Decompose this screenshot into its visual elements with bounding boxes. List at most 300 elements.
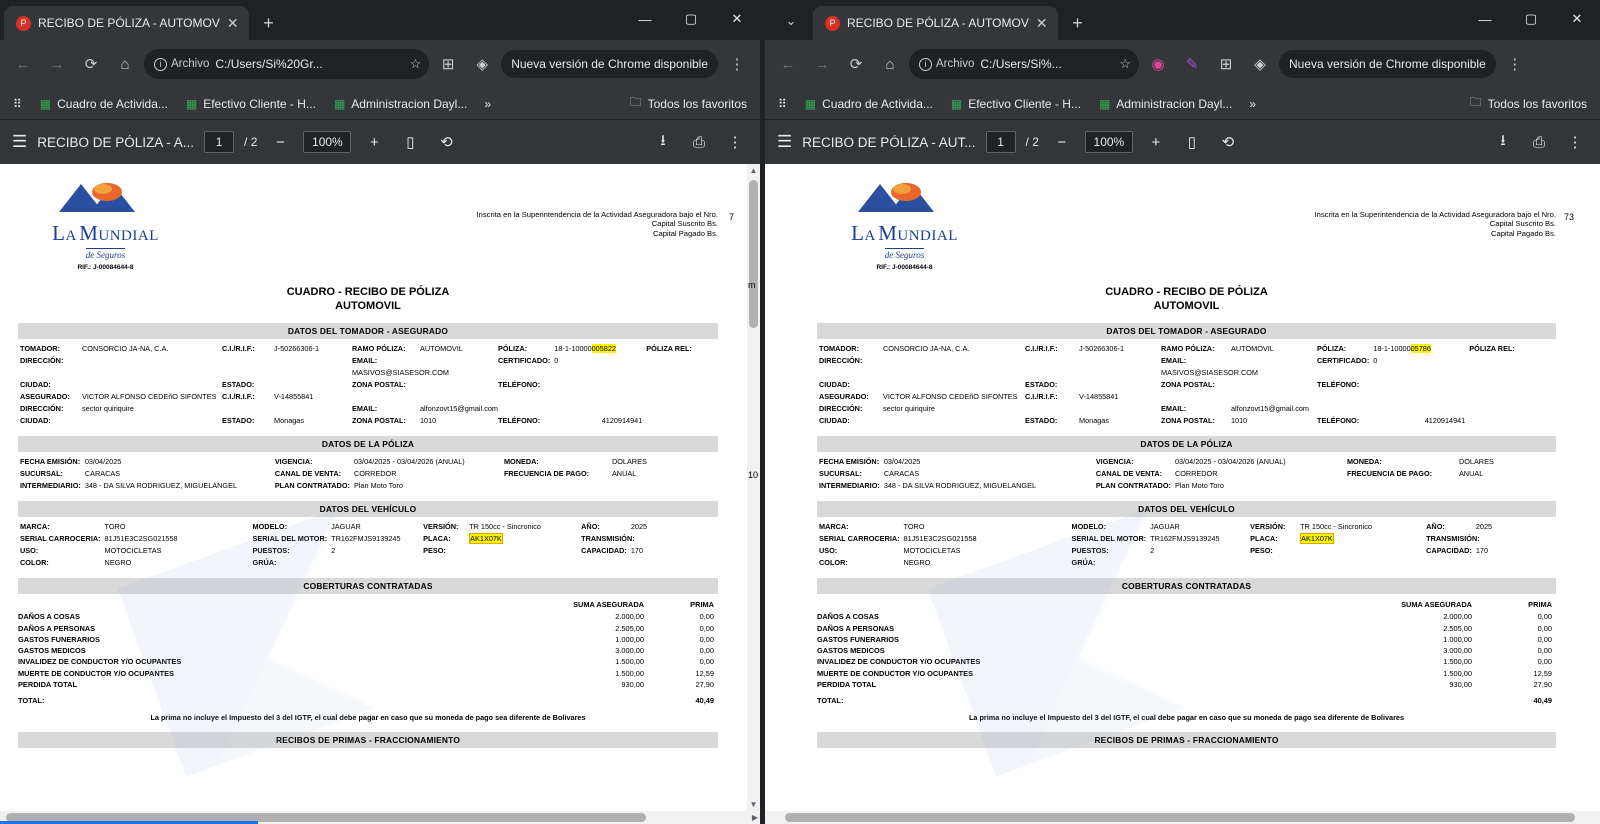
folder-icon: 🗀: [1469, 95, 1482, 109]
document-header: [817, 178, 1556, 272]
label-email: EMAIL:: [352, 355, 378, 365]
header-line-3: Capital Pagado Bs.: [1490, 228, 1556, 238]
igtf-note: La prima no incluye el Impuesto del 3 del IGTF, el cual debe pagar en caso que su moneda de pago sea diferente de Bolivares: [968, 713, 1405, 723]
apps-grid-icon[interactable]: ⠿: [13, 96, 22, 111]
table-row: MARCA: TORO MODELO: JAGUAR VERSIÓN: TR 150cc - Sincronico AÑO: 2025: [819, 521, 1493, 531]
header-line-3: Capital Pagado Bs.: [652, 228, 718, 238]
zoom-in-button[interactable]: +: [370, 133, 379, 151]
table-row: DIRECCIÓN: sector quiriquire EMAIL: alfonzovt15@gmail.com: [819, 404, 1309, 414]
section-vehiculo-header: DATOS DEL VEHÍCULO: [18, 501, 718, 518]
table-row: MUERTE DE CONDUCTOR Y/O OCUPANTES 1.500,00 12,59: [817, 668, 1552, 678]
vehiculo-fields: [18, 520, 718, 568]
table-row: [18, 544, 718, 556]
browser-tab-right[interactable]: [813, 6, 1058, 40]
bookmark-label: Efectivo Cliente - H...: [203, 96, 316, 111]
header-line-2: Capital Suscrito Bs.: [651, 219, 718, 229]
file-badge: [919, 58, 974, 71]
pdf-favicon: P: [16, 16, 31, 31]
header-text: [193, 178, 718, 238]
bookmark-label: Efectivo Cliente - H...: [968, 96, 1081, 111]
info-icon: i: [154, 58, 167, 71]
label-color: COLOR:: [20, 558, 49, 568]
pdf-viewport-right[interactable]: [765, 164, 1600, 824]
sheets-icon: ▦: [39, 96, 52, 111]
pdf-page-right: [765, 164, 1590, 819]
tomador-fields: [817, 342, 1556, 427]
occluded-text: 10: [748, 470, 759, 480]
value-fecha-emision: 03/04/2025: [84, 456, 122, 466]
value-puestos: 2: [331, 545, 336, 555]
extension-purple-icon[interactable]: ✎: [1185, 56, 1199, 73]
table-row: [18, 366, 718, 378]
value-uso: MOTOCICLETAS: [104, 545, 162, 555]
table-row: MASIVOS@SIASESOR.COM: [1161, 367, 1259, 377]
table-row: PERDIDA TOTAL 930,00 27,90: [18, 679, 714, 689]
label-plan: PLAN CONTRATADO:: [274, 481, 350, 491]
value-serial-carroceria: 81J51E3C2SG021558: [104, 533, 178, 543]
page-total-label: / 2: [1025, 135, 1039, 149]
value-asegurado-zona: 1010: [420, 416, 437, 426]
table-row: INTERMEDIARIO: 348 - DA SILVA RODRIGUEZ, MIGUELANGEL PLAN CONTRATADO: Plan Moto Toro: [819, 481, 1224, 491]
label-estado: ESTADO:: [222, 379, 255, 389]
table-row: GASTOS MEDICOS 3.000,00 0,00: [18, 646, 714, 656]
hamburger-icon[interactable]: ☰: [12, 132, 28, 151]
table-row: SUCURSAL: CARACAS CANAL DE VENTA: CORREDOR FRECUENCIA DE PAGO: ANUAL: [819, 468, 1484, 478]
pdf-title: RECIBO DE PÓLIZA - AUT...: [802, 134, 976, 150]
value-asegurado-email: alfonzovt15@gmail.com: [420, 404, 498, 414]
apps-grid-icon[interactable]: ⠿: [778, 96, 787, 111]
file-badge: [154, 58, 209, 71]
label-grua: GRÚA:: [252, 558, 277, 568]
scroll-thumb[interactable]: [749, 180, 758, 328]
value-serial-motor: TR162FMJS9139245: [331, 533, 401, 543]
chrome-window-right: [765, 0, 1600, 824]
value-placa: AK1X07K: [470, 533, 502, 543]
document-title: [18, 286, 718, 314]
poliza-prefix: 18-1-10000: [1373, 343, 1411, 353]
window-close-button[interactable]: ✕: [731, 11, 743, 26]
bookmark-star-icon[interactable]: ☆: [409, 56, 422, 71]
scroll-down-arrow[interactable]: ▼: [749, 800, 758, 809]
document-title-line1: CUADRO - RECIBO DE PÓLIZA: [286, 286, 450, 299]
url-text: C:/Users/Si%20Gr...: [215, 57, 323, 71]
sheets-icon: ▦: [950, 96, 963, 111]
document-title-line1: CUADRO - RECIBO DE PÓLIZA: [1105, 286, 1268, 299]
zoom-out-button[interactable]: −: [276, 133, 285, 151]
label-moneda: MONEDA:: [503, 456, 539, 466]
table-row: USO: MOTOCICLETAS PUESTOS: 2 PESO: CAPACIDAD: 170: [819, 545, 1489, 555]
sheets-icon: ▦: [185, 96, 198, 111]
la-mundial-logo-icon: [850, 178, 960, 218]
header-line-2: Capital Suscrito Bs.: [1489, 219, 1556, 229]
minimize-button[interactable]: —: [1478, 11, 1492, 27]
zoom-in-button[interactable]: +: [1151, 133, 1161, 151]
extension-pink-icon[interactable]: ◉: [1151, 56, 1165, 73]
sheets-icon: ▦: [804, 96, 817, 111]
header-number: 7: [728, 212, 734, 222]
value-asegurado-direccion: sector quiriquire: [82, 404, 134, 414]
label-asegurado-ciudad: CIUDAD:: [20, 416, 51, 426]
table-row: SERIAL CARROCERIA: 81J51E3C2SG021558 SERIAL DEL MOTOR: TR162FMJS9139245 PLACA: AK1X07K TRANSMISIÓN:: [819, 533, 1480, 543]
close-icon[interactable]: ✕: [226, 15, 239, 31]
toolbar-right: [765, 40, 1600, 88]
chrome-menu-icon[interactable]: ⋮: [1507, 56, 1523, 73]
pdf-toolbar-right: [765, 120, 1600, 164]
zoom-level[interactable]: 100%: [1085, 131, 1133, 153]
igtf-note: La prima no incluye el Impuesto del 3 del IGTF, el cual debe pagar en caso que su moneda de pago sea diferente de Bolivares: [150, 713, 586, 723]
table-header-row: [18, 600, 718, 611]
back-icon[interactable]: ←: [780, 55, 796, 73]
file-badge-label: Archivo: [936, 58, 975, 70]
label-asegurado-direccion: DIRECCIÓN:: [20, 404, 64, 414]
table-row: DAÑOS A PERSONAS 2.505,00 0,00: [817, 623, 1552, 633]
table-row: [18, 455, 718, 467]
value-asegurado: VICTOR ALFONSO CEDEñO SIFONTES: [82, 392, 217, 402]
tabstrip-right: [765, 0, 1600, 40]
home-icon[interactable]: ⌂: [885, 55, 895, 73]
url-text: C:/Users/Si%...: [980, 57, 1062, 71]
table-row: INVALIDEZ DE CONDUCTOR Y/O OCUPANTES 1.500,00 0,00: [18, 657, 714, 667]
logo-rif: RIF.: J-00084644-8: [876, 263, 933, 271]
pdf-favicon: P: [825, 16, 840, 31]
value-moneda: DOLARES: [611, 456, 647, 466]
scroll-thumb[interactable]: [785, 813, 1575, 822]
value-email: MASIVOS@SIASESOR.COM: [352, 367, 450, 377]
pdf-title: RECIBO DE PÓLIZA - A...: [37, 134, 195, 150]
value-total: 40,49: [695, 696, 714, 706]
all-bookmarks-label: Todos los favoritos: [1487, 96, 1587, 111]
table-total-row: TOTAL: 40,49: [817, 696, 1552, 706]
bookmarks-overflow-icon[interactable]: »: [484, 96, 492, 111]
label-serial-carroceria: SERIAL CARROCERIA:: [20, 533, 101, 543]
table-row: INVALIDEZ DE CONDUCTOR Y/O OCUPANTES 1.500,00 0,00: [817, 657, 1552, 667]
window-controls-right: [1462, 0, 1600, 38]
more-icon[interactable]: ⋮: [727, 134, 743, 151]
label-peso: PESO:: [423, 545, 446, 555]
table-row: PERDIDA TOTAL 930,00 27,90: [817, 679, 1552, 689]
label-sucursal: SUCURSAL:: [20, 468, 63, 478]
bookmarks-bar-right: [765, 88, 1600, 120]
bookmarks-bar-left: [0, 88, 760, 120]
table-row: [18, 557, 718, 569]
sheets-icon: ▦: [1098, 96, 1111, 111]
document-title-line2: AUTOMOVIL: [1153, 299, 1220, 312]
table-row: DAÑOS A PERSONAS 2.505,00 0,00: [18, 623, 714, 633]
tab-title: RECIBO DE PÓLIZA - AUTOMOV: [847, 16, 1029, 30]
value-color: NEGRO: [104, 558, 132, 568]
section-tomador-header: DATOS DEL TOMADOR - ASEGURADO: [817, 323, 1556, 340]
label-vigencia: VIGENCIA:: [274, 456, 313, 466]
logo: [18, 178, 193, 272]
rotate-icon[interactable]: ⟲: [440, 134, 453, 151]
window-close-button[interactable]: ✕: [1571, 11, 1583, 26]
label-placa: PLACA:: [423, 533, 451, 543]
bookmark-label: Administracion Dayl...: [351, 96, 468, 111]
label-ramo: RAMO PÓLIZA:: [352, 343, 406, 353]
table-row: COLOR: NEGRO GRÚA:: [819, 558, 1096, 568]
label-serial-motor: SERIAL DEL MOTOR:: [252, 533, 328, 543]
poliza-highlight: 005822: [591, 343, 616, 353]
occluded-text: m: [748, 280, 756, 290]
table-row: FECHA EMISIÓN: 03/04/2025 VIGENCIA: 03/04/2025 - 03/04/2026 (ANUAL) MONEDA: DOLARES: [819, 456, 1494, 466]
table-row: CIUDAD: ESTADO: ZONA POSTAL: TELÉFONO:: [819, 379, 1360, 389]
forward-icon[interactable]: →: [49, 55, 65, 73]
extensions-icon[interactable]: ⊞: [441, 56, 455, 73]
section-recibos-header: RECIBOS DE PRIMAS - FRACCIONAMIENTO: [817, 732, 1556, 749]
label-direccion: DIRECCIÓN:: [20, 355, 64, 365]
header-text: [992, 178, 1556, 238]
table-row: ASEGURADO: VICTOR ALFONSO CEDEñO SIFONTES C.I./R.I.F.: V-14855841: [819, 392, 1119, 402]
close-icon[interactable]: ✕: [1035, 15, 1048, 31]
table-row: [18, 415, 718, 427]
logo-rif: RIF.: J-00084644-8: [77, 263, 134, 271]
all-bookmarks-button[interactable]: [1463, 90, 1594, 117]
section-poliza-header: DATOS DE LA PÓLIZA: [18, 436, 718, 453]
value-marca: TORO: [104, 521, 126, 531]
bookmark-label: Cuadro de Activida...: [822, 96, 933, 111]
label-asegurado-estado: ESTADO:: [222, 416, 255, 426]
bookmark-star-icon[interactable]: ☆: [1119, 56, 1131, 71]
reload-icon[interactable]: ⟳: [84, 56, 98, 73]
vehiculo-fields: [817, 520, 1556, 568]
label-cirif: C.I./R.I.F.:: [222, 343, 255, 353]
minimize-button[interactable]: —: [638, 11, 652, 27]
label-ciudad: CIUDAD:: [20, 379, 51, 389]
table-row: DAÑOS A COSAS 2.000,00 0,00: [18, 612, 714, 622]
browser-tab-left[interactable]: [4, 6, 249, 40]
table-row: GASTOS FUNERARIOS 1.000,00 0,00: [18, 634, 714, 644]
la-mundial-logo-icon: [51, 178, 161, 218]
pdf-viewport-left[interactable]: [0, 164, 760, 824]
folder-icon: 🗀: [629, 95, 642, 109]
new-tab-button[interactable]: +: [1072, 12, 1083, 33]
logo-wordmark: LA MUNDIAL: [52, 221, 159, 246]
table-row: [18, 342, 718, 354]
value-ramo: AUTOMOVIL: [420, 343, 463, 353]
bookmark-item[interactable]: [1092, 94, 1239, 114]
poliza-prefix: 18-1-10000: [554, 343, 592, 353]
info-icon: i: [919, 58, 932, 71]
bookmark-label: Administracion Dayl...: [1116, 96, 1233, 111]
table-row: DIRECCIÓN: EMAIL: CERTIFICADO: 0: [819, 355, 1378, 365]
scroll-up-arrow[interactable]: ▲: [749, 166, 758, 175]
page-number-input[interactable]: 1: [204, 131, 234, 153]
value-placa: AK1X07K: [1301, 533, 1333, 543]
scroll-right-arrow[interactable]: ▶: [751, 813, 758, 822]
label-zona-postal: ZONA POSTAL:: [352, 379, 406, 389]
bookmark-item[interactable]: [798, 94, 940, 114]
table-row: CIUDAD: ESTADO: Monagas ZONA POSTAL: 1010 TELÉFONO: 4120914941: [819, 416, 1466, 426]
section-vehiculo-header: DATOS DEL VEHÍCULO: [817, 501, 1556, 518]
label-frecuencia-pago: FRECUENCIA DE PAGO:: [503, 468, 590, 478]
all-bookmarks-button[interactable]: [623, 90, 754, 117]
label-certificado: CERTIFICADO:: [498, 355, 551, 365]
toolbar-left: [0, 40, 760, 88]
section-recibos-header: RECIBOS DE PRIMAS - FRACCIONAMIENTO: [18, 732, 718, 749]
tabstrip-left: [0, 0, 760, 40]
value-frecuencia-pago: ANUAL: [611, 468, 637, 478]
table-row: GASTOS MEDICOS 3.000,00 0,00: [817, 646, 1552, 656]
value-poliza: [552, 342, 644, 354]
pdf-toolbar-left: [0, 120, 760, 164]
address-bar[interactable]: [909, 49, 1139, 79]
label-poliza-rel: PÓLIZA REL:: [646, 343, 692, 353]
label-puestos: PUESTOS:: [252, 545, 290, 555]
profile-avatar[interactable]: ◈: [476, 56, 488, 73]
table-row: [18, 520, 718, 532]
label-version: VERSIÓN:: [423, 521, 459, 531]
label-total: TOTAL:: [18, 696, 45, 706]
logo-subtitle: de Seguros: [85, 249, 126, 260]
download-icon[interactable]: ⭳: [1500, 131, 1506, 149]
back-icon[interactable]: ←: [15, 55, 31, 73]
value-capacidad: 170: [630, 545, 644, 555]
hamburger-icon[interactable]: ☰: [777, 132, 793, 151]
label-telefono: TELÉFONO:: [498, 379, 541, 389]
value-certificado: 0: [554, 355, 559, 365]
sheets-icon: ▦: [333, 96, 346, 111]
tab-title: RECIBO DE PÓLIZA - AUTOMOV: [38, 16, 220, 30]
document-header: [18, 178, 718, 272]
table-row: DAÑOS A COSAS 2.000,00 0,00: [817, 612, 1552, 622]
extensions-icon[interactable]: ⊞: [1219, 56, 1233, 73]
rotate-icon[interactable]: ⟲: [1221, 134, 1235, 151]
header-line-1: Inscrita en la Superintendencia de la Actividad Aseguradora bajo el Nro.: [476, 210, 718, 219]
chrome-window-left: [0, 0, 760, 824]
home-icon[interactable]: ⌂: [120, 55, 130, 73]
value-asegurado-estado: Monagas: [274, 416, 305, 426]
bookmark-label: Cuadro de Activida...: [57, 96, 168, 111]
tab-search-icon[interactable]: ⌄: [785, 13, 797, 28]
coberturas-table: [18, 600, 718, 706]
bookmarks-overflow-icon[interactable]: »: [1249, 96, 1257, 111]
window-controls-left: [622, 0, 760, 38]
label-capacidad: CAPACIDAD:: [581, 545, 627, 555]
label-asegurado-zona: ZONA POSTAL:: [352, 416, 406, 426]
chrome-update-chip[interactable]: Nueva versión de Chrome disponible: [501, 50, 718, 78]
bookmark-item[interactable]: [33, 94, 175, 114]
column-prima: PRIMA: [690, 600, 714, 610]
label-asegurado-telefono: TELÉFONO:: [498, 416, 541, 426]
value-plan: Plan Moto Toro: [353, 481, 403, 491]
label-anio: AÑO:: [581, 521, 600, 531]
table-row: [18, 467, 718, 479]
download-icon[interactable]: ⭳: [660, 131, 666, 149]
document-title-line2: AUTOMOVIL: [335, 299, 401, 312]
print-icon[interactable]: ⎙: [692, 133, 705, 151]
bookmark-item[interactable]: [179, 94, 323, 114]
label-asegurado-email: EMAIL:: [352, 404, 378, 414]
poliza-fields: [817, 455, 1556, 491]
table-row: [18, 378, 718, 390]
page-total-label: / 2: [244, 135, 258, 149]
label-tomador: TOMADOR:: [20, 343, 60, 353]
header-number: 73: [1563, 212, 1574, 222]
table-row: [18, 532, 718, 544]
value-sucursal: CARACAS: [84, 468, 121, 478]
table-row: GASTOS FUNERARIOS 1.000,00 0,00: [817, 634, 1552, 644]
maximize-button[interactable]: ▢: [1524, 11, 1538, 26]
print-icon[interactable]: ⎙: [1532, 133, 1545, 151]
fit-page-icon[interactable]: ▯: [1187, 134, 1197, 151]
file-badge-label: Archivo: [171, 58, 210, 70]
value-asegurado-telefono: 4120914941: [601, 416, 643, 426]
label-asegurado-cirif: C.I./R.I.F.:: [222, 392, 255, 402]
profile-avatar[interactable]: ◈: [1254, 56, 1266, 73]
pdf-vertical-scrollbar-left[interactable]: [747, 164, 760, 811]
logo: [817, 178, 992, 272]
pdf-horizontal-scrollbar-right[interactable]: [765, 811, 1600, 824]
label-intermediario: INTERMEDIARIO:: [20, 481, 81, 491]
value-cirif: J-50266306-1: [274, 343, 320, 353]
section-coberturas-header: COBERTURAS CONTRATADAS: [18, 578, 718, 595]
value-intermediario: 348 - DA SILVA RODRIGUEZ, MIGUELANGEL: [84, 481, 238, 491]
coberturas-table: [817, 600, 1556, 706]
chrome-menu-icon[interactable]: ⋮: [729, 56, 745, 73]
poliza-fields: [18, 455, 718, 491]
maximize-button[interactable]: ▢: [684, 11, 698, 26]
table-row: [18, 391, 718, 403]
zoom-out-button[interactable]: −: [1057, 133, 1067, 151]
document-title: [817, 286, 1556, 314]
fit-page-icon[interactable]: ▯: [406, 134, 415, 151]
value-tomador: CONSORCIO JA-NA, C.A.: [82, 343, 169, 353]
reload-icon[interactable]: ⟳: [849, 56, 863, 73]
tomador-fields: [18, 342, 718, 427]
zoom-level[interactable]: 100%: [303, 131, 351, 153]
bookmark-item[interactable]: [944, 94, 1088, 114]
value-asegurado-cirif: V-14855841: [274, 392, 314, 402]
label-marca: MARCA:: [20, 521, 50, 531]
new-tab-button[interactable]: +: [263, 12, 274, 33]
value-vigencia: 03/04/2025 - 03/04/2026 (ANUAL): [353, 456, 465, 466]
table-header-row: SUMA ASEGURADA PRIMA: [1401, 600, 1552, 610]
section-tomador-header: DATOS DEL TOMADOR - ASEGURADO: [18, 323, 718, 340]
label-asegurado: ASEGURADO:: [20, 392, 70, 402]
forward-icon[interactable]: →: [814, 55, 830, 73]
table-row: [18, 480, 718, 492]
poliza-highlight: 05786: [1410, 343, 1431, 353]
value-anio: 2025: [630, 521, 648, 531]
label-poliza: PÓLIZA:: [498, 343, 528, 353]
table-row: [18, 403, 718, 415]
section-coberturas-header: COBERTURAS CONTRATADAS: [817, 578, 1556, 595]
more-icon[interactable]: ⋮: [1567, 134, 1583, 151]
section-poliza-header: DATOS DE LA PÓLIZA: [817, 436, 1556, 453]
all-bookmarks-label: Todos los favoritos: [647, 96, 747, 111]
label-fecha-emision: FECHA EMISIÓN:: [20, 456, 81, 466]
table-row: MUERTE DE CONDUCTOR Y/O OCUPANTES 1.500,00 12,59: [18, 668, 714, 678]
logo-subtitle: de Seguros: [884, 249, 925, 260]
table-row: TOMADOR: CONSORCIO JA-NA, C.A. C.I./R.I.F.: J-50266306-1 RAMO PÓLIZA: AUTOMOVIL PÓLIZA: 18-1-1000005786 PÓLIZA REL:: [819, 343, 1515, 353]
pdf-page-left: [0, 164, 736, 811]
logo-wordmark: LA MUNDIAL: [851, 221, 958, 246]
page-number-input[interactable]: 1: [986, 131, 1016, 153]
value-canal-venta: CORREDOR: [353, 468, 397, 478]
column-suma-asegurada: SUMA ASEGURADA: [573, 600, 644, 610]
label-modelo: MODELO:: [252, 521, 288, 531]
address-bar[interactable]: [144, 49, 429, 79]
table-total-row: [18, 690, 718, 706]
label-transmision: TRANSMISIÓN:: [581, 533, 635, 543]
value-modelo: JAGUAR: [331, 521, 361, 531]
value-version: TR 150cc - Sincronico: [469, 521, 541, 531]
label-canal-venta: CANAL DE VENTA:: [274, 468, 342, 478]
chrome-update-chip[interactable]: Nueva versión de Chrome disponible: [1279, 50, 1496, 78]
bookmark-item[interactable]: [327, 94, 474, 114]
header-line-1: Inscrita en la Superintendencia de la Actividad Aseguradora bajo el Nro.: [1314, 210, 1556, 219]
label-uso: USO:: [20, 545, 39, 555]
